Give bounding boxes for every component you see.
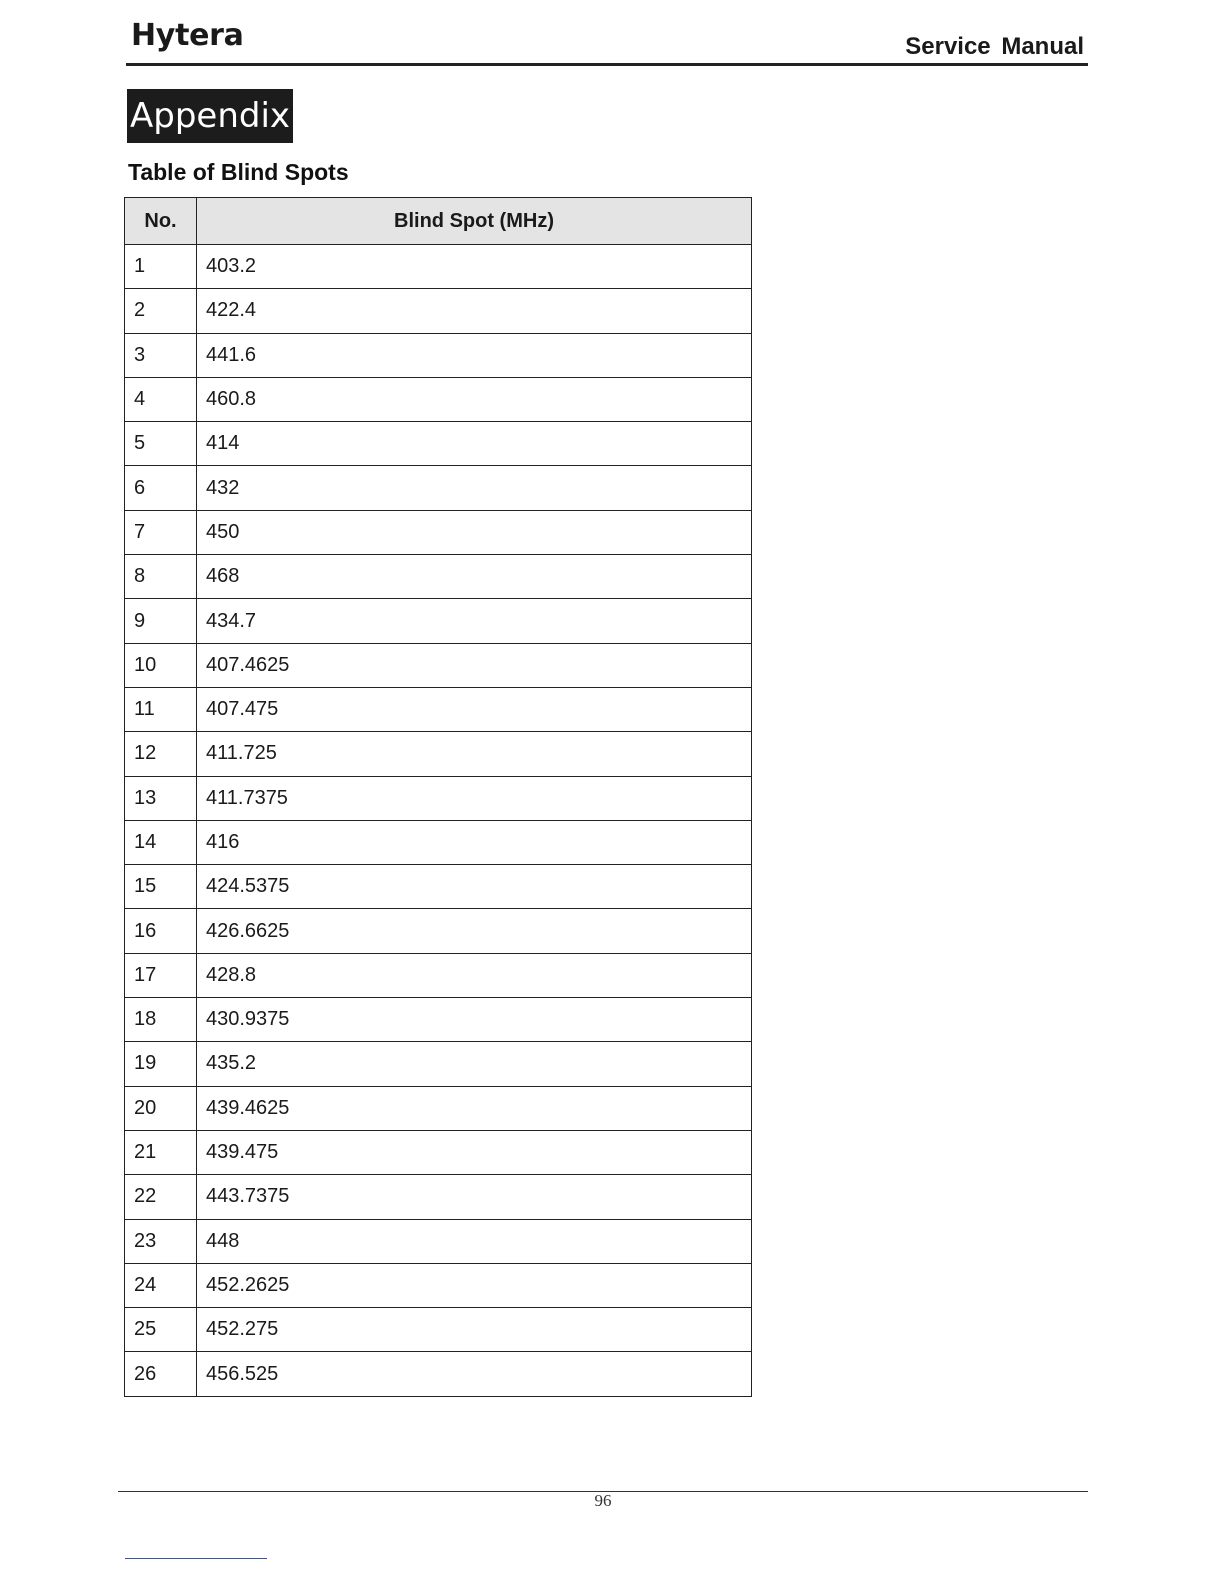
cell-blind-spot: 434.7 [197,599,752,643]
cell-number: 15 [125,865,197,909]
table-row [125,643,752,687]
cell-blind-spot: 450 [197,510,752,554]
cell-blind-spot: 424.5375 [197,865,752,909]
cell-number: 26 [125,1352,197,1396]
page-number: 96 [594,1491,612,1510]
cell-number: 11 [125,687,197,731]
cell-number: 13 [125,776,197,820]
table-title: Table of Blind Spots [128,159,349,185]
cell-blind-spot: 460.8 [197,377,752,421]
table-row [125,377,752,421]
cell-number: 7 [125,510,197,554]
cell-blind-spot: 439.4625 [197,1086,752,1130]
cell-number: 25 [125,1308,197,1352]
column-header-blind-spot: Blind Spot (MHz) [197,198,752,245]
cell-blind-spot: 452.2625 [197,1263,752,1307]
cell-number: 20 [125,1086,197,1130]
cell-number: 10 [125,643,197,687]
cell-number: 8 [125,555,197,599]
table-row [125,599,752,643]
table-row [125,865,752,909]
cell-blind-spot: 414 [197,422,752,466]
cell-number: 24 [125,1263,197,1307]
blind-spots-table [124,197,752,1397]
cell-blind-spot: 439.475 [197,1130,752,1174]
cell-number: 3 [125,333,197,377]
cell-number: 5 [125,422,197,466]
cell-number: 4 [125,377,197,421]
footnote-divider [125,1558,267,1559]
cell-number: 2 [125,289,197,333]
cell-blind-spot: 407.4625 [197,643,752,687]
cell-number: 17 [125,953,197,997]
table-row [125,1042,752,1086]
table-row [125,510,752,554]
cell-number: 9 [125,599,197,643]
section-heading: Appendix [127,89,293,143]
cell-blind-spot: 435.2 [197,1042,752,1086]
cell-number: 16 [125,909,197,953]
cell-blind-spot: 468 [197,555,752,599]
table-row [125,245,752,289]
cell-blind-spot: 411.725 [197,732,752,776]
cell-blind-spot: 428.8 [197,953,752,997]
cell-number: 6 [125,466,197,510]
cell-number: 12 [125,732,197,776]
table-row [125,1352,752,1396]
table-row [125,820,752,864]
table-row [125,333,752,377]
cell-blind-spot: 426.6625 [197,909,752,953]
cell-number: 21 [125,1130,197,1174]
cell-blind-spot: 422.4 [197,289,752,333]
cell-blind-spot: 416 [197,820,752,864]
cell-number: 22 [125,1175,197,1219]
table-row [125,422,752,466]
table-row [125,466,752,510]
header-divider [126,63,1088,66]
cell-blind-spot: 452.275 [197,1308,752,1352]
table-row [125,953,752,997]
cell-blind-spot: 456.525 [197,1352,752,1396]
cell-number: 1 [125,245,197,289]
cell-blind-spot: 430.9375 [197,998,752,1042]
table-row [125,1219,752,1263]
cell-blind-spot: 432 [197,466,752,510]
table-row [125,687,752,731]
cell-blind-spot: 411.7375 [197,776,752,820]
table-row [125,909,752,953]
table-row [125,1086,752,1130]
table-row [125,998,752,1042]
brand-logo: Hytera [131,18,244,53]
cell-blind-spot: 407.475 [197,687,752,731]
cell-number: 23 [125,1219,197,1263]
column-header-no: No. [125,198,197,245]
table-row [125,1308,752,1352]
table-row [125,1263,752,1307]
manual-title: Service Manual [905,33,1084,60]
table-row [125,776,752,820]
cell-blind-spot: 403.2 [197,245,752,289]
cell-number: 19 [125,1042,197,1086]
table-row [125,1130,752,1174]
table-header-row [125,198,752,245]
cell-number: 14 [125,820,197,864]
cell-number: 18 [125,998,197,1042]
table-row [125,289,752,333]
cell-blind-spot: 448 [197,1219,752,1263]
cell-blind-spot: 441.6 [197,333,752,377]
table-row [125,555,752,599]
table-row [125,732,752,776]
cell-blind-spot: 443.7375 [197,1175,752,1219]
table-row [125,1175,752,1219]
table-body [125,245,752,1397]
